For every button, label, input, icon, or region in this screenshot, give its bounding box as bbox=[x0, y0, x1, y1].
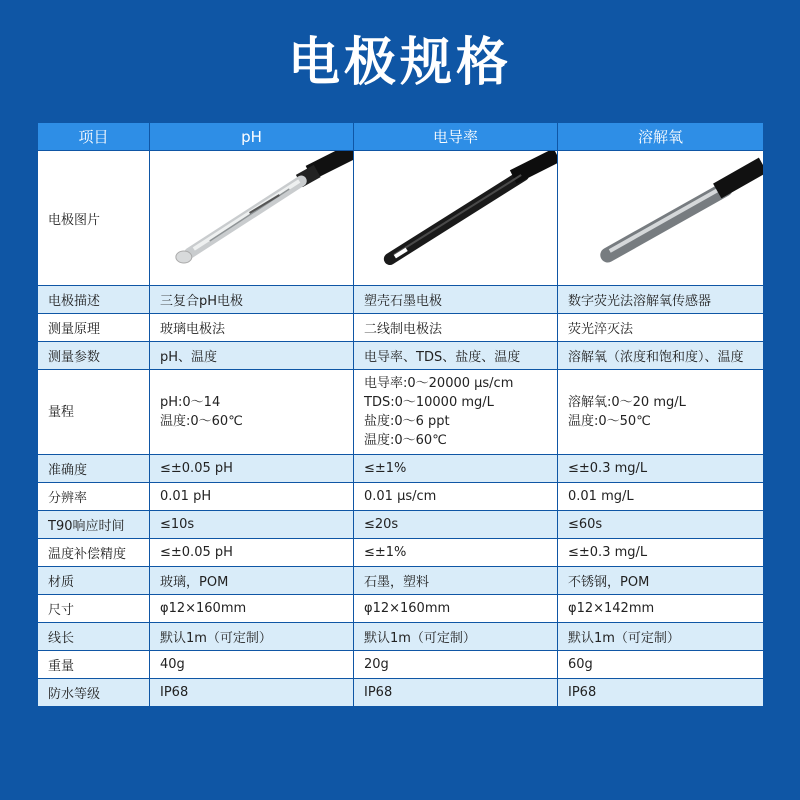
row-label: 测量参数 bbox=[38, 342, 150, 370]
row-label: 防水等级 bbox=[38, 679, 150, 707]
dissolved-oxygen-sensor-image bbox=[558, 151, 764, 286]
cell-dissolved-oxygen: 默认1m（可定制） bbox=[558, 623, 764, 651]
cell-dissolved-oxygen: φ12×142mm bbox=[558, 595, 764, 623]
cell-ph: 0.01 pH bbox=[150, 483, 354, 511]
cell-ph: IP68 bbox=[150, 679, 354, 707]
range-line: 电导率:0～20000 μs/cm bbox=[364, 376, 514, 391]
cell-conductivity: IP68 bbox=[354, 679, 558, 707]
table-row bbox=[38, 370, 764, 455]
cell-conductivity: ≤20s bbox=[354, 511, 558, 539]
cell-dissolved-oxygen: ≤±0.3 mg/L bbox=[558, 539, 764, 567]
table-row bbox=[38, 455, 764, 483]
cell-ph: 三复合pH电极 bbox=[150, 286, 354, 314]
cell-dissolved-oxygen bbox=[558, 370, 764, 455]
cell-dissolved-oxygen: ≤±0.3 mg/L bbox=[558, 455, 764, 483]
row-label: 温度补偿精度 bbox=[38, 539, 150, 567]
cell-ph: ≤10s bbox=[150, 511, 354, 539]
table-row bbox=[38, 623, 764, 651]
cell-conductivity: 石墨，塑料 bbox=[354, 567, 558, 595]
ph-electrode-image bbox=[150, 151, 354, 286]
header-ph: pH bbox=[150, 123, 354, 151]
table-row bbox=[38, 539, 764, 567]
cell-conductivity: 0.01 μs/cm bbox=[354, 483, 558, 511]
cell-conductivity: 二线制电极法 bbox=[354, 314, 558, 342]
cell-ph: pH、温度 bbox=[150, 342, 354, 370]
row-label: 尺寸 bbox=[38, 595, 150, 623]
spec-table bbox=[37, 122, 764, 707]
table-row bbox=[38, 314, 764, 342]
cell-ph: φ12×160mm bbox=[150, 595, 354, 623]
header-conductivity: 电导率 bbox=[354, 123, 558, 151]
cell-dissolved-oxygen: 不锈钢，POM bbox=[558, 567, 764, 595]
cell-dissolved-oxygen: 数字荧光法溶解氧传感器 bbox=[558, 286, 764, 314]
header-item: 项目 bbox=[38, 123, 150, 151]
cell-ph bbox=[150, 370, 354, 455]
cell-ph: 默认1m（可定制） bbox=[150, 623, 354, 651]
table-row bbox=[38, 342, 764, 370]
cell-conductivity: ≤±1% bbox=[354, 539, 558, 567]
header-dissolved-oxygen: 溶解氧 bbox=[558, 123, 764, 151]
cell-conductivity: ≤±1% bbox=[354, 455, 558, 483]
table-row bbox=[38, 511, 764, 539]
table-row bbox=[38, 483, 764, 511]
cell-dissolved-oxygen: IP68 bbox=[558, 679, 764, 707]
cell-ph: 玻璃，POM bbox=[150, 567, 354, 595]
table-row bbox=[38, 286, 764, 314]
table-row bbox=[38, 567, 764, 595]
cell-ph: ≤±0.05 pH bbox=[150, 455, 354, 483]
row-label: 电极描述 bbox=[38, 286, 150, 314]
table-row bbox=[38, 651, 764, 679]
cell-conductivity: 默认1m（可定制） bbox=[354, 623, 558, 651]
cell-dissolved-oxygen: 0.01 mg/L bbox=[558, 483, 764, 511]
row-label: 线长 bbox=[38, 623, 150, 651]
range-line: 温度:0～60℃ bbox=[364, 433, 447, 448]
table-header-row bbox=[38, 123, 764, 151]
table-row-image bbox=[38, 151, 764, 286]
range-line: 温度:0～60℃ bbox=[160, 414, 243, 429]
row-label: 量程 bbox=[38, 370, 150, 455]
row-label: 测量原理 bbox=[38, 314, 150, 342]
row-label: 分辨率 bbox=[38, 483, 150, 511]
page-title: 电极规格 bbox=[287, 33, 512, 93]
cell-conductivity: φ12×160mm bbox=[354, 595, 558, 623]
cell-conductivity: 塑壳石墨电极 bbox=[354, 286, 558, 314]
table-row bbox=[38, 679, 764, 707]
range-line: 溶解氧:0～20 mg/L bbox=[568, 395, 686, 410]
cell-dissolved-oxygen: 荧光淬灭法 bbox=[558, 314, 764, 342]
cell-conductivity: 电导率、TDS、盐度、温度 bbox=[354, 342, 558, 370]
cell-dissolved-oxygen: 60g bbox=[558, 651, 764, 679]
cell-ph: 玻璃电极法 bbox=[150, 314, 354, 342]
table-row bbox=[38, 595, 764, 623]
range-line: 盐度:0～6 ppt bbox=[364, 414, 450, 429]
cell-ph: 40g bbox=[150, 651, 354, 679]
cell-conductivity: 20g bbox=[354, 651, 558, 679]
row-label: 准确度 bbox=[38, 455, 150, 483]
cell-dissolved-oxygen: 溶解氧（浓度和饱和度）、温度 bbox=[558, 342, 764, 370]
range-line: 温度:0～50℃ bbox=[568, 414, 651, 429]
cell-dissolved-oxygen: ≤60s bbox=[558, 511, 764, 539]
range-line: pH:0～14 bbox=[160, 395, 221, 410]
row-label: T90响应时间 bbox=[38, 511, 150, 539]
row-label: 材质 bbox=[38, 567, 150, 595]
range-line: TDS:0～10000 mg/L bbox=[364, 395, 494, 410]
row-label: 重量 bbox=[38, 651, 150, 679]
cell-ph: ≤±0.05 pH bbox=[150, 539, 354, 567]
cell-conductivity bbox=[354, 370, 558, 455]
conductivity-electrode-image bbox=[354, 151, 558, 286]
row-label: 电极图片 bbox=[38, 151, 150, 286]
